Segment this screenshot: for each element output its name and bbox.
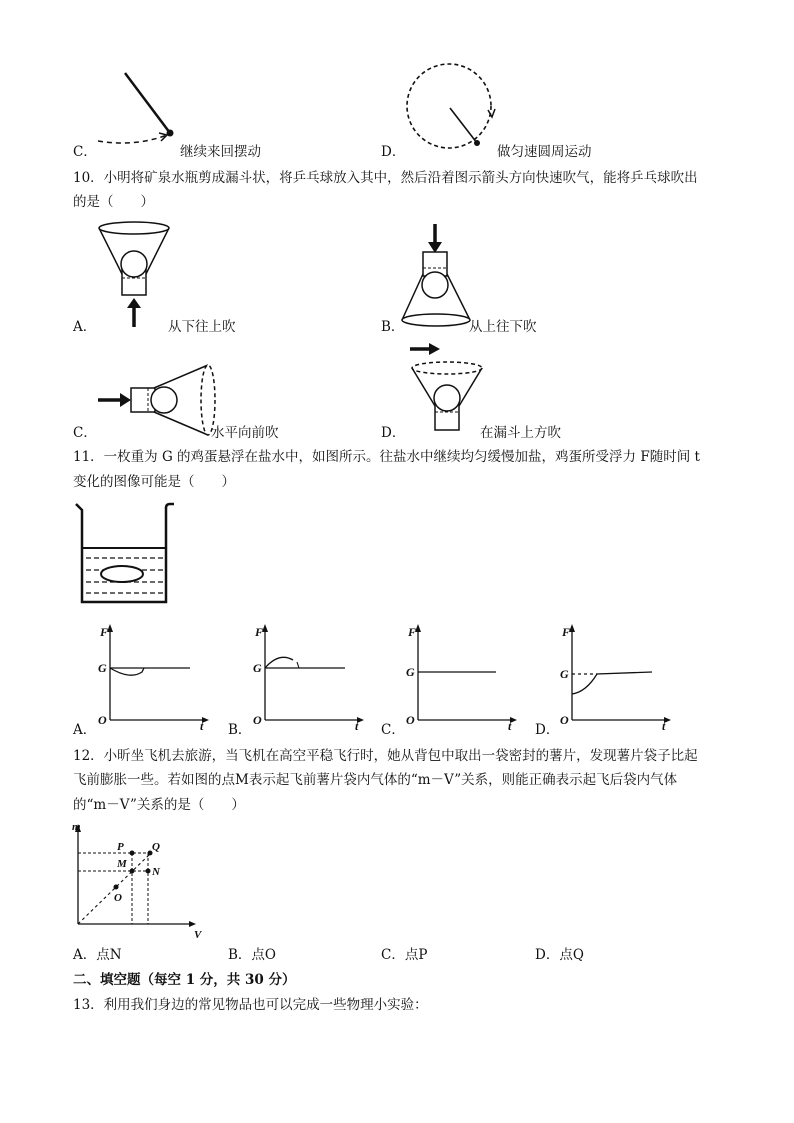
svg-text:F: F xyxy=(100,625,109,639)
q10-option-a-label[interactable]: A． xyxy=(73,319,97,335)
mass-volume-graph xyxy=(70,820,210,940)
q10-stem-line1: 10．小明将矿泉水瓶剪成漏斗状，将乒乓球放入其中，然后沿着图示箭头方向快速吹气，能将乒乓球吹出 xyxy=(73,170,698,186)
funnel-figure-a xyxy=(96,222,196,332)
q11-stem-line1: 11．一枚重为 G 的鸡蛋悬浮在盐水中，如图所示。往盐水中继续均匀缓慢加盐，鸡蛋所受浮力 F随时间 t xyxy=(73,449,700,465)
beaker-egg-figure xyxy=(74,500,184,610)
q10-option-d-text: 在漏斗上方吹 xyxy=(480,425,561,441)
svg-text:P: P xyxy=(117,841,124,853)
q10-option-a-text: 从下往上吹 xyxy=(168,319,236,335)
section-title-fill-in: 二、填空题（每空 1 分，共 30 分） xyxy=(73,972,296,988)
circle-motion-figure xyxy=(402,64,502,164)
q11-option-a-label[interactable]: A． xyxy=(73,722,97,738)
svg-text:N: N xyxy=(152,866,160,878)
pendulum-figure xyxy=(95,65,215,155)
q12-option-a[interactable]: A．点N xyxy=(73,947,122,963)
q11-option-d-label[interactable]: D． xyxy=(535,722,560,738)
q9-option-d-text: 做匀速圆周运动 xyxy=(497,144,592,160)
svg-text:t: t xyxy=(662,719,666,733)
svg-text:G: G xyxy=(98,661,107,675)
funnel-figure-c xyxy=(96,355,226,445)
svg-text:m: m xyxy=(72,821,81,833)
q11-option-b-label[interactable]: B． xyxy=(228,722,252,738)
q12-stem-line1: 12．小昕坐飞机去旅游，当飞机在高空平稳飞行时，她从背包中取出一袋密封的薯片，发现薯片袋子比起 xyxy=(73,748,698,764)
svg-text:G: G xyxy=(406,665,415,679)
svg-text:O: O xyxy=(114,892,122,904)
force-time-graph-c xyxy=(398,622,518,732)
q10-option-b-text: 从上往下吹 xyxy=(469,319,537,335)
q12-option-c[interactable]: C．点P xyxy=(381,947,428,963)
svg-text:F: F xyxy=(408,625,417,639)
force-time-graph-d xyxy=(552,622,672,732)
svg-text:F: F xyxy=(255,625,264,639)
q9-option-d-label[interactable]: D． xyxy=(381,144,406,160)
q12-option-d[interactable]: D．点Q xyxy=(535,947,584,963)
q12-stem-line3: 的“m－V”关系的是（ ） xyxy=(73,797,245,813)
svg-text:G: G xyxy=(253,661,262,675)
q10-stem-line2: 的是（ ） xyxy=(73,194,154,210)
svg-text:F: F xyxy=(562,625,571,639)
svg-text:Q: Q xyxy=(152,841,160,853)
svg-text:t: t xyxy=(508,719,512,733)
funnel-figure-b xyxy=(398,222,498,332)
svg-text:M: M xyxy=(117,858,127,870)
q10-option-d-label[interactable]: D． xyxy=(381,425,406,441)
svg-text:V: V xyxy=(194,929,202,941)
svg-text:G: G xyxy=(560,667,569,681)
svg-text:O: O xyxy=(253,713,262,727)
q9-option-c-text: 继续来回摆动 xyxy=(180,144,261,160)
q10-option-c-text: 水平向前吹 xyxy=(211,425,279,441)
svg-text:O: O xyxy=(560,713,569,727)
svg-text:t: t xyxy=(200,719,204,733)
force-time-graph-a xyxy=(90,622,210,732)
svg-text:t: t xyxy=(355,719,359,733)
q9-option-c-label[interactable]: C． xyxy=(73,144,97,160)
q13-stem: 13．利用我们身边的常见物品也可以完成一些物理小实验： xyxy=(73,997,428,1013)
q10-option-c-label[interactable]: C． xyxy=(73,425,97,441)
q11-stem-line2: 变化的图像可能是（ ） xyxy=(73,474,235,490)
q11-option-c-label[interactable]: C． xyxy=(381,722,405,738)
q12-option-b[interactable]: B．点O xyxy=(228,947,276,963)
q12-stem-line2: 飞前膨胀一些。若如图的点M表示起飞前薯片袋内气体的“m－V”关系，则能正确表示起飞后袋内气体 xyxy=(73,772,678,788)
svg-text:O: O xyxy=(98,713,107,727)
force-time-graph-b xyxy=(245,622,365,732)
svg-text:O: O xyxy=(406,713,415,727)
q10-option-b-label[interactable]: B． xyxy=(381,319,405,335)
